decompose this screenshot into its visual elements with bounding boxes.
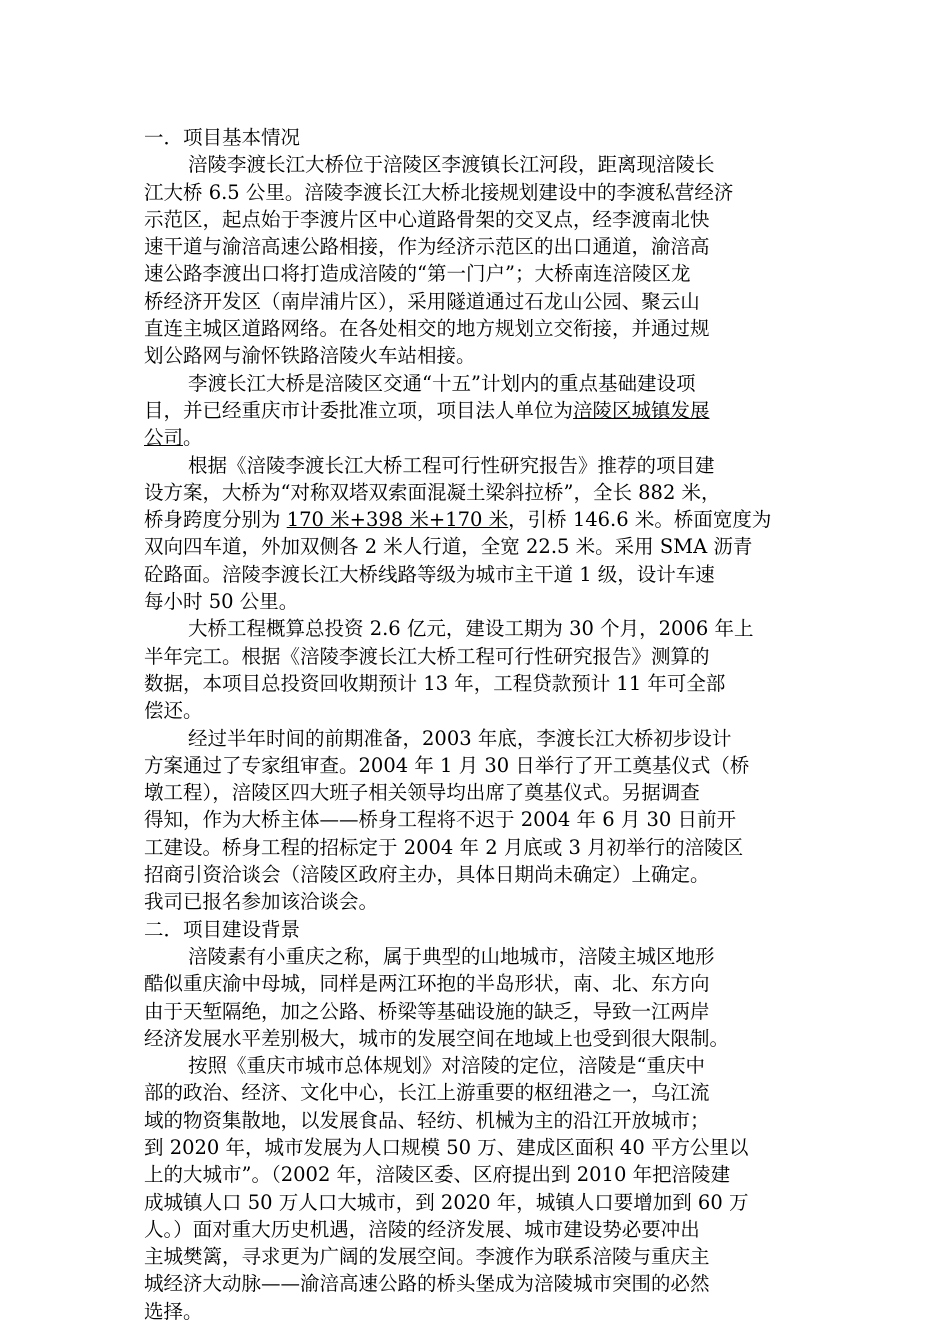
text-line: 得知，作为大桥主体——桥身工程将不迟于 2004 年 6 月 30 日前开 xyxy=(144,808,737,832)
text-line: 根据《涪陵李渡长江大桥工程可行性研究报告》推荐的项目建 xyxy=(188,453,715,477)
paragraph-2 xyxy=(144,370,814,452)
company-name-underlined: 涪陵区城镇发展 xyxy=(573,398,710,422)
text-line: 半年完工。根据《涪陵李渡长江大桥工程可行性研究报告》测算的 xyxy=(144,644,710,668)
text-line: 到 2020 年，城市发展为人口规模 50 万、建成区面积 40 平方公里以 xyxy=(144,1135,749,1159)
text-line: 偿还。 xyxy=(144,699,203,723)
text-line: 部的政治、经济、文化中心，长江上游重要的枢纽港之一，乌江流 xyxy=(144,1081,710,1105)
paragraph-3 xyxy=(144,452,814,616)
company-name-underlined-cont: 公司 xyxy=(144,426,184,450)
text-span: ，引桥 146.6 米。桥面宽度为 xyxy=(508,508,772,532)
section-heading-2: 二．项目建设背景 xyxy=(144,917,301,941)
text-line: 上的大城市”。（2002 年，涪陵区委、区府提出到 2010 年把涪陵建 xyxy=(144,1163,731,1187)
paragraph-6 xyxy=(144,943,814,1052)
text-span: 目，并已经重庆市计委批准立项，项目法人单位为 xyxy=(144,398,574,422)
text-line: 速公路李渡出口将打造成涪陵的“第一门户”；大桥南连涪陵区龙 xyxy=(144,262,691,286)
text-span: 。 xyxy=(183,426,203,450)
text-line: 由于天堑隔绝，加之公路、桥梁等基础设施的缺乏，导致一江两岸 xyxy=(144,999,710,1023)
paragraph-1 xyxy=(144,151,814,369)
text-line: 经济发展水平差别极大，城市的发展空间在地域上也受到很大限制。 xyxy=(144,1026,730,1050)
text-line: 人。）面对重大历史机遇，涪陵的经济发展、城市建设势必要冲出 xyxy=(144,1217,700,1241)
section-heading-1: 一．项目基本情况 xyxy=(144,126,301,149)
paragraph-5 xyxy=(144,725,814,916)
document-page xyxy=(144,124,814,1325)
text-line: 示范区，起点始于李渡片区中心道路骨架的交叉点，经李渡南北快 xyxy=(144,207,710,231)
text-line: 工建设。桥身工程的招标定于 2004 年 2 月底或 3 月初举行的涪陵区 xyxy=(144,835,744,859)
text-line: 直连主城区道路网络。在各处相交的地方规划立交衔接，并通过规 xyxy=(144,317,710,341)
text-line: 涪陵素有小重庆之称，属于典型的山地城市，涪陵主城区地形 xyxy=(188,944,715,968)
paragraph-4 xyxy=(144,615,814,724)
text-line: 双向四车道，外加双侧各 2 米人行道，全宽 22.5 米。采用 SMA 沥青 xyxy=(144,535,753,559)
text-line: 每小时 50 公里。 xyxy=(144,590,299,614)
text-line: 招商引资洽谈会（涪陵区政府主办，具体日期尚未确定）上确定。 xyxy=(144,863,710,887)
text-line: 墩工程），涪陵区四大班子相关领导均出席了奠基仪式。另据调查 xyxy=(144,781,700,805)
text-line: 按照《重庆市城市总体规划》对涪陵的定位，涪陵是“重庆中 xyxy=(188,1054,705,1078)
text-line: 我司已报名参加该洽谈会。 xyxy=(144,890,379,914)
text-line: 桥经济开发区（南岸浦片区），采用隧道通过石龙山公园、聚云山 xyxy=(144,289,700,313)
paragraph-7 xyxy=(144,1052,814,1325)
text-line: 速干道与渝涪高速公路相接，作为经济示范区的出口通道，渝涪高 xyxy=(144,235,710,259)
text-line: 酷似重庆渝中母城，同样是两江环抱的半岛形状，南、北、东方向 xyxy=(144,972,710,996)
text-line: 砼路面。涪陵李渡长江大桥线路等级为城市主干道 1 级，设计车速 xyxy=(144,562,715,586)
text-line: 大桥工程概算总投资 2.6 亿元，建设工期为 30 个月，2006 年上 xyxy=(188,617,754,641)
text-line: 涪陵李渡长江大桥位于涪陵区李渡镇长江河段，距离现涪陵长 xyxy=(188,153,715,177)
text-line xyxy=(144,506,814,533)
text-line: 方案通过了专家组审查。2004 年 1 月 30 日举行了开工奠基仪式（桥 xyxy=(144,753,750,777)
text-line: 域的物资集散地，以发展食品、轻纺、机械为主的沿江开放城市； xyxy=(144,1108,710,1132)
text-line: 主城樊篱，寻求更为广阔的发展空间。李渡作为联系涪陵与重庆主 xyxy=(144,1245,710,1269)
text-line: 江大桥 6.5 公里。涪陵李渡长江大桥北接规划建设中的李渡私营经济 xyxy=(144,180,734,204)
text-line: 数据，本项目总投资回收期预计 13 年，工程贷款预计 11 年可全部 xyxy=(144,671,726,695)
text-line xyxy=(144,424,814,451)
text-line: 李渡长江大桥是涪陵区交通“十五”计划内的重点基础建设项 xyxy=(188,371,696,395)
text-line xyxy=(144,397,814,424)
text-line: 选择。 xyxy=(144,1299,203,1323)
span-lengths-underlined: 170 米+398 米+170 米 xyxy=(286,508,509,532)
text-line: 划公路网与渝怀铁路涪陵火车站相接。 xyxy=(144,344,476,368)
text-line: 成城镇人口 50 万人口大城市，到 2020 年，城镇人口要增加到 60 万 xyxy=(144,1190,749,1214)
text-line: 城经济大动脉——渝涪高速公路的桥头堡成为涪陵城市突围的必然 xyxy=(144,1272,710,1296)
text-span: 桥身跨度分别为 xyxy=(144,508,287,532)
text-line: 经过半年时间的前期准备，2003 年底，李渡长江大桥初步设计 xyxy=(188,726,732,750)
text-line: 设方案，大桥为“对称双塔双索面混凝土梁斜拉桥”，全长 882 米， xyxy=(144,480,721,504)
